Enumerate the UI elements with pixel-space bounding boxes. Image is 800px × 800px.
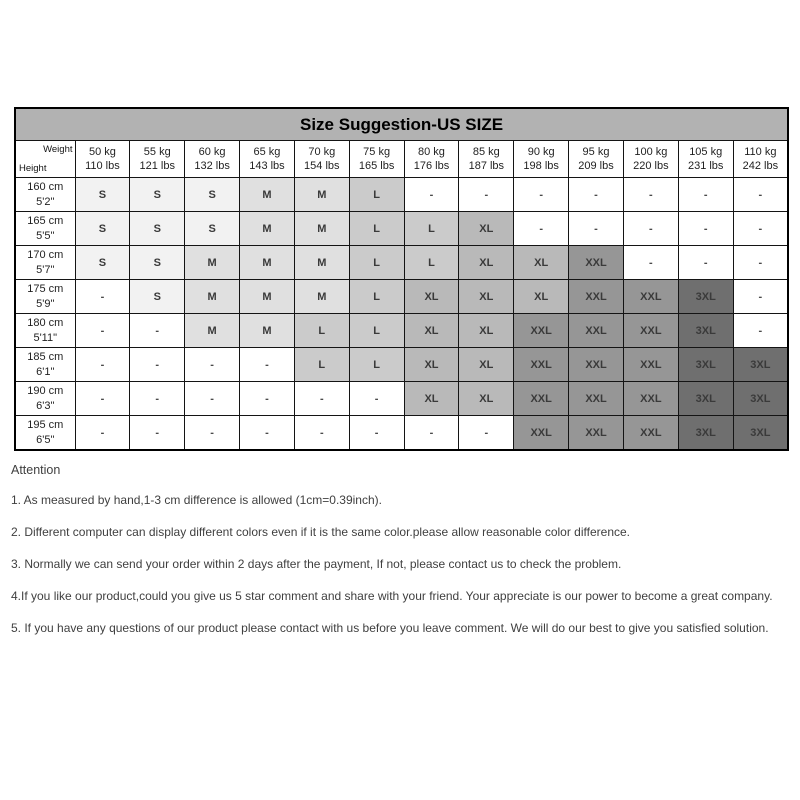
weight-header-cell [459, 141, 514, 178]
size-cell: XXL [514, 348, 569, 382]
weight-header-cell [349, 141, 404, 178]
size-cell: XL [459, 212, 514, 246]
size-cell: XL [514, 280, 569, 314]
size-cell: S [130, 280, 185, 314]
size-cell: XL [514, 246, 569, 280]
weight-lbs-label: 132 lbs [194, 160, 230, 172]
weight-header-cell [185, 141, 240, 178]
size-cell: M [185, 314, 240, 348]
size-cell: XL [404, 314, 459, 348]
weight-lbs-label: 198 lbs [523, 160, 559, 172]
size-cell-empty: - [733, 280, 788, 314]
size-cell-empty: - [240, 382, 295, 416]
weight-header-cell [75, 141, 130, 178]
size-cell-empty: - [294, 382, 349, 416]
size-cell-empty: - [75, 280, 130, 314]
table-row [15, 382, 788, 416]
size-cell-empty: - [569, 178, 624, 212]
weight-lbs-label: 165 lbs [358, 160, 395, 172]
attention-note: 1. As measured by hand,1-3 cm difference is allowed (1cm=0.39inch). [11, 493, 382, 507]
size-cell-empty: - [75, 348, 130, 382]
weight-lbs-label: 231 lbs [687, 160, 724, 172]
size-cell: S [75, 178, 130, 212]
size-cell: L [349, 212, 404, 246]
size-cell: M [185, 280, 240, 314]
size-cell: XXL [569, 314, 624, 348]
size-cell: XL [459, 348, 514, 382]
size-cell: L [404, 212, 459, 246]
size-cell-empty: - [294, 416, 349, 451]
size-cell-empty: - [240, 348, 295, 382]
table-title: Size Suggestion-US SIZE [15, 108, 788, 141]
height-ftin-label: 5'7" [36, 263, 55, 276]
attention-note: 2. Different computer can display different colors even if it is the same color.please allow reasonable color difference. [11, 525, 631, 539]
weight-lbs-label: 154 lbs [304, 160, 340, 172]
size-cell-empty: - [678, 212, 733, 246]
attention-notes [11, 493, 797, 635]
size-cell: L [349, 246, 404, 280]
weight-kg-label: 70 kg [308, 145, 336, 158]
size-cell: XL [404, 348, 459, 382]
size-cell: XL [404, 382, 459, 416]
size-cell-empty: - [185, 382, 240, 416]
table-row [15, 348, 788, 382]
size-cell: M [185, 246, 240, 280]
weight-lbs-label: 220 lbs [633, 160, 669, 172]
size-cell: M [294, 280, 349, 314]
corner-height-label: Height [19, 162, 47, 174]
size-cell-empty: - [733, 212, 788, 246]
size-cell-empty: - [569, 212, 624, 246]
size-cell: XXL [623, 416, 678, 451]
size-cell-empty: - [240, 416, 295, 451]
weight-kg-label: 95 kg [582, 145, 610, 158]
attention-note: 3. Normally we can send your order within 2 days after the payment, If not, please contact us to check the problem. [11, 557, 622, 571]
size-cell: M [240, 178, 295, 212]
weight-header-cell [240, 141, 295, 178]
size-cell-empty: - [678, 246, 733, 280]
size-cell: 3XL [678, 382, 733, 416]
size-cell: XXL [569, 348, 624, 382]
table-row [15, 178, 788, 212]
size-cell: 3XL [678, 280, 733, 314]
height-cell [15, 280, 75, 314]
table-row [15, 212, 788, 246]
weight-lbs-label: 242 lbs [742, 160, 779, 172]
size-cell: 3XL [733, 348, 788, 382]
size-cell: 3XL [678, 416, 733, 451]
height-cm-label: 195 cm [27, 419, 64, 432]
size-cell: XXL [569, 416, 624, 451]
weight-header-cell [130, 141, 185, 178]
size-cell: M [294, 246, 349, 280]
size-cell: XXL [623, 314, 678, 348]
weight-kg-label: 105 kg [689, 145, 723, 158]
size-cell: 3XL [733, 416, 788, 451]
size-cell-empty: - [733, 246, 788, 280]
title-row [15, 108, 788, 141]
height-cell [15, 178, 75, 212]
size-cell-empty: - [185, 416, 240, 451]
size-cell-empty: - [75, 416, 130, 451]
attention-note: 5. If you have any questions of our product please contact with us before you leave comment. We will do our best to give you satisfied solution. [11, 621, 769, 635]
size-cell-empty: - [733, 178, 788, 212]
size-cell: XXL [514, 314, 569, 348]
weight-header-cell [514, 141, 569, 178]
height-ftin-label: 6'5" [36, 433, 55, 446]
size-cell: XXL [623, 382, 678, 416]
size-cell: L [404, 246, 459, 280]
size-cell: M [240, 246, 295, 280]
size-cell: S [185, 212, 240, 246]
size-cell: S [75, 246, 130, 280]
size-cell: S [130, 178, 185, 212]
size-cell: XXL [514, 382, 569, 416]
size-cell: XXL [569, 246, 624, 280]
size-cell-empty: - [459, 416, 514, 451]
weight-kg-label: 65 kg [253, 145, 281, 158]
height-cell [15, 348, 75, 382]
attention-note: 4.If you like our product,could you give us 5 star comment and share with your friend. Your appreciate is our power to become a great company. [11, 589, 773, 603]
size-cell: L [349, 178, 404, 212]
size-cell-empty: - [678, 178, 733, 212]
size-cell: L [349, 314, 404, 348]
weight-lbs-label: 209 lbs [578, 160, 614, 172]
size-cell-empty: - [623, 246, 678, 280]
size-cell: M [240, 212, 295, 246]
size-cell-empty: - [130, 416, 185, 451]
height-cell [15, 382, 75, 416]
size-cell: S [185, 178, 240, 212]
height-cm-label: 185 cm [27, 351, 64, 364]
size-cell: S [130, 212, 185, 246]
height-cm-label: 175 cm [27, 283, 64, 296]
attention-heading: Attention [11, 463, 61, 477]
height-cm-label: 160 cm [27, 181, 64, 194]
size-cell-empty: - [404, 178, 459, 212]
weight-kg-label: 75 kg [363, 145, 391, 158]
size-cell: XL [459, 314, 514, 348]
weight-header-cell [569, 141, 624, 178]
table-row [15, 314, 788, 348]
corner-cell [15, 141, 75, 178]
size-cell: 3XL [678, 348, 733, 382]
size-cell-empty: - [185, 348, 240, 382]
table-row [15, 280, 788, 314]
size-cell: XXL [623, 348, 678, 382]
weight-lbs-label: 110 lbs [85, 160, 120, 172]
height-ftin-label: 6'3" [36, 399, 55, 412]
size-cell: M [240, 280, 295, 314]
height-ftin-label: 5'2" [36, 195, 55, 208]
size-cell-empty: - [349, 382, 404, 416]
size-cell-empty: - [349, 416, 404, 451]
weight-lbs-label: 143 lbs [249, 160, 285, 172]
weight-lbs-label: 187 lbs [468, 160, 505, 172]
size-cell-empty: - [130, 348, 185, 382]
height-ftin-label: 6'1" [36, 365, 55, 378]
size-cell-empty: - [514, 212, 569, 246]
size-cell: L [349, 280, 404, 314]
height-cell [15, 314, 75, 348]
header-row [15, 141, 788, 178]
size-cell-empty: - [623, 212, 678, 246]
weight-kg-label: 90 kg [527, 145, 555, 158]
height-ftin-label: 5'5" [36, 229, 55, 242]
weight-header-cell [623, 141, 678, 178]
weight-kg-label: 50 kg [88, 145, 116, 158]
height-cm-label: 170 cm [27, 249, 64, 262]
height-cell [15, 246, 75, 280]
corner-weight-label: Weight [43, 144, 73, 155]
size-cell: L [294, 314, 349, 348]
weight-kg-label: 80 kg [418, 145, 445, 158]
size-cell: XXL [514, 416, 569, 451]
size-cell-empty: - [733, 314, 788, 348]
size-cell-empty: - [75, 382, 130, 416]
size-cell: M [294, 178, 349, 212]
height-cell [15, 212, 75, 246]
weight-kg-label: 85 kg [472, 145, 500, 158]
size-cell-empty: - [514, 178, 569, 212]
weight-lbs-label: 176 lbs [413, 160, 450, 172]
size-cell: XL [404, 280, 459, 314]
size-cell: XL [459, 246, 514, 280]
weight-kg-label: 60 kg [198, 145, 226, 158]
size-cell: XL [459, 280, 514, 314]
size-cell-empty: - [404, 416, 459, 451]
weight-lbs-label: 121 lbs [139, 160, 175, 172]
attention-section [11, 463, 797, 653]
weight-header-cell [404, 141, 459, 178]
weight-kg-label: 55 kg [143, 145, 171, 158]
size-cell: M [294, 212, 349, 246]
size-cell: XXL [569, 280, 624, 314]
size-cell-empty: - [130, 314, 185, 348]
size-cell: 3XL [733, 382, 788, 416]
size-cell: S [130, 246, 185, 280]
size-cell: XXL [623, 280, 678, 314]
size-cell: M [240, 314, 295, 348]
weight-kg-label: 100 kg [634, 145, 668, 158]
size-cell-empty: - [623, 178, 678, 212]
size-cell-empty: - [459, 178, 514, 212]
size-cell: XXL [569, 382, 624, 416]
height-ftin-label: 5'9" [36, 297, 55, 310]
weight-header-cell [733, 141, 788, 178]
weight-header-cell [294, 141, 349, 178]
height-ftin-label: 5'11" [33, 331, 58, 344]
size-cell: 3XL [678, 314, 733, 348]
weight-header-cell [678, 141, 733, 178]
height-cm-label: 180 cm [27, 317, 64, 330]
height-cell [15, 416, 75, 451]
size-cell: S [75, 212, 130, 246]
size-cell: L [349, 348, 404, 382]
size-cell: L [294, 348, 349, 382]
size-cell-empty: - [75, 314, 130, 348]
weight-kg-label: 110 kg [744, 145, 777, 158]
height-cm-label: 190 cm [27, 385, 64, 398]
size-cell: XL [459, 382, 514, 416]
size-suggestion-table [14, 107, 789, 451]
size-cell-empty: - [130, 382, 185, 416]
table-row [15, 246, 788, 280]
height-cm-label: 165 cm [27, 215, 64, 228]
table-row [15, 416, 788, 451]
